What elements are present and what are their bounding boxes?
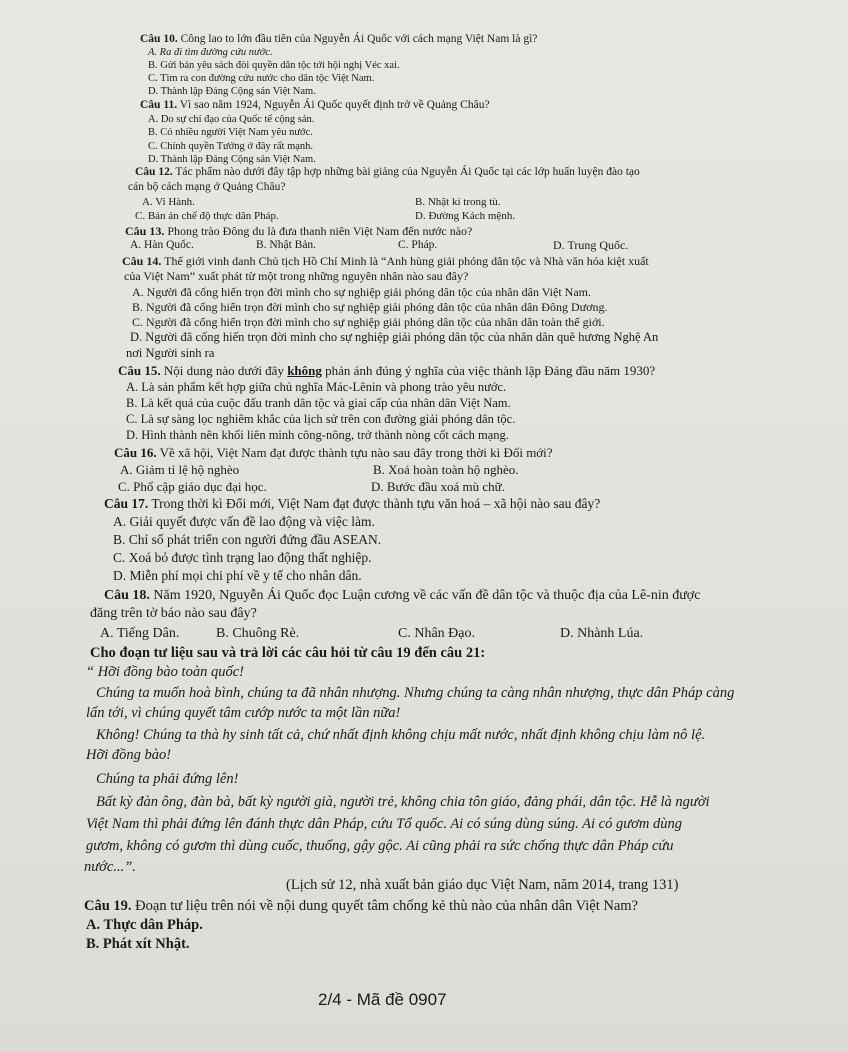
question-19: [84, 898, 638, 915]
option-d: D. Người đã cống hiến trọn đời mình cho sự nghiệp giải phóng dân tộc của nhân dân quê hương Nghệ An: [130, 330, 659, 344]
passage-line: Việt Nam thì phải đứng lên đánh thực dân Pháp, cứu Tổ quốc. Ai có súng dùng súng. Ai có gươm dùng: [86, 816, 682, 832]
option-a: A. Giảm tỉ lệ hộ nghèo: [120, 462, 240, 477]
question-number: Câu 11.: [140, 99, 178, 111]
option-a: A. Là sản phẩm kết hợp giữa chủ nghĩa Mác-Lênin và phong trào yêu nước.: [126, 380, 507, 394]
question-text: Tác phẩm nào dưới đây tập hợp những bài giảng của Nguyễn Ái Quốc tại các lớp huấn luyện đào tạo: [175, 166, 640, 178]
option-b: B. Gửi bản yêu sách đòi quyền dân tộc tới hội nghị Véc xai.: [148, 60, 400, 71]
option-a: A. Do sự chỉ đạo của Quốc tế cộng sản.: [148, 114, 315, 125]
question-number: Câu 15.: [118, 363, 161, 378]
option-c: C. Là sự sàng lọc nghiêm khắc của lịch sử trên con đường giải phóng dân tộc.: [126, 412, 516, 426]
option-a: A. Hàn Quốc.: [130, 239, 194, 251]
option-b: B. Chuông Rè.: [216, 626, 300, 641]
passage-line: “ Hỡi đồng bào toàn quốc!: [86, 664, 244, 680]
passage-line: Chúng ta phải đứng lên!: [96, 771, 239, 787]
question-text: Nội dung nào dưới đây: [163, 363, 288, 378]
question-number: Câu 18.: [104, 588, 150, 603]
option-c: C. Bản án chế độ thực dân Pháp.: [135, 210, 279, 222]
question-14: [122, 254, 649, 269]
option-a: A. Tiếng Dân.: [100, 626, 180, 641]
question-text: Về xã hội, Việt Nam đạt được thành tựu nào sau đây trong thời kì Đổi mới?: [159, 445, 553, 460]
question-12: [135, 166, 640, 178]
question-18: [104, 588, 700, 604]
option-a: A. Vi Hành.: [142, 196, 195, 208]
option-a: A. Thực dân Pháp.: [86, 917, 203, 933]
option-d: D. Miễn phí mọi chi phí về y tế cho nhân dân.: [113, 568, 362, 583]
option-c: C. Xoá bỏ được tình trạng lao động thất nghiệp.: [113, 550, 372, 565]
question-text-cont: cán bộ cách mạng ở Quảng Châu?: [128, 181, 286, 193]
question-number: Câu 16.: [114, 445, 157, 460]
passage-line: Hỡi đồng bào!: [86, 747, 172, 763]
question-text: Phong trào Đông du là đưa thanh niên Việt Nam đến nước nào?: [167, 224, 473, 238]
question-text: Thế giới vinh danh Chủ tịch Hồ Chí Minh là “Anh hùng giải phóng dân tộc và Nhà văn hóa kiệt xuất: [164, 254, 649, 268]
question-15: [118, 363, 655, 379]
passage-intro: Cho đoạn tư liệu sau và trả lời các câu hỏi từ câu 19 đến câu 21:: [90, 645, 486, 661]
option-b: B. Chỉ số phát triển con người đứng đầu ASEAN.: [113, 532, 382, 547]
question-text: Vì sao năm 1924, Nguyễn Ái Quốc quyết định trở về Quảng Châu?: [179, 99, 490, 111]
question-number: Câu 12.: [135, 166, 173, 178]
option-c: C. Nhân Đạo.: [398, 626, 475, 641]
passage-line: lấn tới, vì chúng quyết tâm cướp nước ta một lần nữa!: [86, 705, 401, 721]
passage-line: Bất kỳ đàn ông, đàn bà, bất kỳ người già, người trẻ, không chia tôn giáo, đảng phái, dân tộc. Hễ là người: [96, 794, 710, 810]
page-footer: 2/4 - Mã đề 0907: [318, 990, 447, 1009]
option-a: A. Người đã cống hiến trọn đời mình cho sự nghiệp giải phóng dân tộc của nhân dân Việt Nam.: [132, 285, 591, 299]
option-d: D. Hình thành nên khối liên minh công-nông, trở thành nòng cốt cách mạng.: [126, 428, 509, 442]
question-11: [140, 99, 490, 111]
option-b: B. Có nhiều người Việt Nam yêu nước.: [148, 127, 313, 138]
option-d: D. Đường Kách mệnh.: [415, 210, 516, 222]
question-text: Đoạn tư liệu trên nói về nội dung quyết tâm chống kẻ thù nào của nhân dân Việt Nam?: [135, 898, 638, 914]
passage-line: gươm, không có gươm thì dùng cuốc, thuổng, gậy gộc. Ai cũng phải ra sức chống thực dân Pháp cứu: [86, 838, 674, 854]
question-10: [140, 33, 537, 45]
question-number: Câu 14.: [122, 254, 162, 268]
option-b: B. Xoá hoàn toàn hộ nghèo.: [373, 462, 519, 477]
question-text: Công lao to lớn đầu tiên của Nguyễn Ái Quốc với cách mạng Việt Nam là gì?: [180, 33, 538, 45]
emphasis-word: không: [287, 363, 322, 378]
passage-line: Chúng ta muốn hoà bình, chúng ta đã nhân nhượng. Nhưng chúng ta càng nhân nhượng, thực dân Pháp càng: [96, 685, 735, 701]
question-17: [104, 496, 600, 512]
option-b: B. Nhật kí trong tù.: [415, 196, 501, 208]
question-13: [125, 224, 472, 239]
question-number: Câu 13.: [125, 224, 165, 238]
question-16: [114, 445, 553, 461]
option-d: D. Nhành Lúa.: [560, 626, 644, 641]
option-d-cont: nơi Người sinh ra: [126, 346, 215, 360]
option-b: B. Người đã cống hiến trọn đời mình cho sự nghiệp giải phóng dân tộc của nhân dân Đông Dương.: [132, 300, 608, 314]
option-c: C. Chính quyền Tưởng ở đây rất mạnh.: [148, 141, 314, 152]
question-text-cont: đăng trên tờ báo nào sau đây?: [90, 606, 257, 621]
question-text: Trong thời kì Đổi mới, Việt Nam đạt được thành tựu văn hoá – xã hội nào sau đây?: [151, 496, 601, 511]
question-number: Câu 10.: [140, 33, 178, 45]
passage-source: (Lịch sử 12, nhà xuất bản giáo dục Việt Nam, năm 2014, trang 131): [286, 877, 679, 893]
question-text-cont: của Việt Nam” xuất phát từ một trong những nguyên nhân nào sau đây?: [124, 269, 469, 283]
option-b: B. Nhật Bản.: [256, 239, 317, 251]
option-c: C. Tìm ra con đường cứu nước cho dân tộc Việt Nam.: [148, 73, 375, 84]
question-text: Năm 1920, Nguyễn Ái Quốc đọc Luận cương về các vấn đề dân tộc và thuộc địa của Lê-nin được: [153, 588, 701, 603]
question-number: Câu 17.: [104, 496, 149, 511]
option-c: C. Pháp.: [398, 239, 438, 251]
option-d: D. Bước đầu xoá mù chữ.: [371, 479, 505, 494]
passage-line: Không! Chúng ta thà hy sinh tất cả, chứ nhất định không chịu mất nước, nhất định không chịu làm nô lệ.: [96, 727, 706, 743]
option-a: A. Ra đi tìm đường cứu nước.: [148, 47, 273, 58]
option-c: C. Người đã cống hiến trọn đời mình cho sự nghiệp giải phóng dân tộc của nhân dân toàn thế giới.: [132, 315, 605, 329]
option-c: C. Phổ cập giáo dục đại học.: [118, 479, 267, 494]
option-d: D. Thành lập Đảng Cộng sản Việt Nam.: [148, 154, 316, 165]
passage-line: nước...”.: [84, 859, 136, 875]
option-b: B. Là kết quả của cuộc đấu tranh dân tộc và giai cấp của nhân dân Việt Nam.: [126, 396, 511, 410]
option-b: B. Phát xít Nhật.: [86, 936, 190, 952]
option-d: D. Trung Quốc.: [553, 238, 629, 252]
option-a: A. Giải quyết được vấn đề lao động và việc làm.: [113, 514, 375, 529]
question-number: Câu 19.: [84, 898, 132, 914]
question-text-rest: phản ánh đúng ý nghĩa của việc thành lập Đảng đầu năm 1930?: [321, 363, 656, 378]
option-d: D. Thành lập Đảng Cộng sản Việt Nam.: [148, 86, 316, 97]
